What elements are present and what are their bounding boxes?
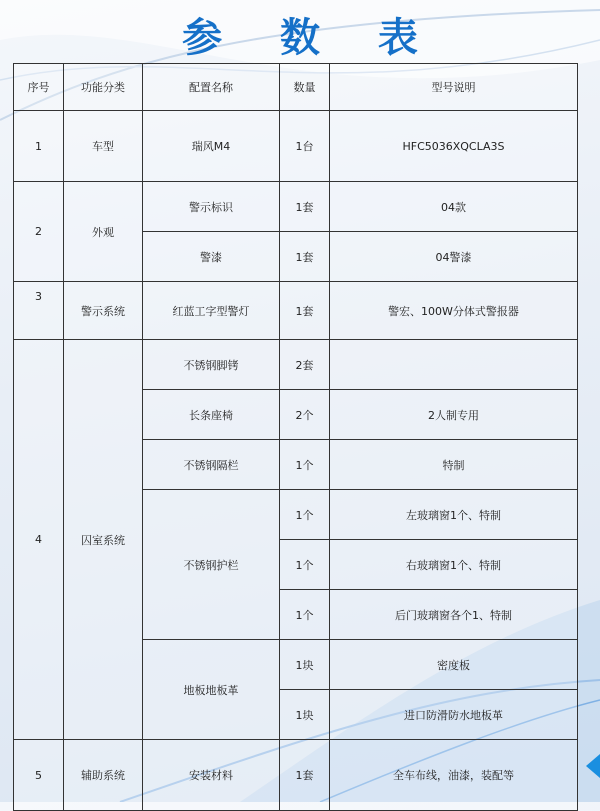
row-model-desc: 密度板 bbox=[330, 640, 578, 690]
table-row bbox=[14, 740, 578, 811]
table-row bbox=[14, 282, 578, 340]
row-model-desc: 全车布线，油漆，装配等 bbox=[330, 740, 578, 811]
table-row bbox=[14, 340, 578, 390]
row-no: 3 bbox=[14, 282, 64, 340]
row-category: 外观 bbox=[64, 182, 143, 282]
header-category: 功能分类 bbox=[64, 64, 143, 111]
corner-arrow-icon bbox=[586, 754, 600, 778]
table-header-row bbox=[14, 64, 578, 111]
row-model-desc: 进口防滑防水地板革 bbox=[330, 690, 578, 740]
row-model-desc: HFC5036XQCLA3S bbox=[330, 111, 578, 182]
row-no: 5 bbox=[14, 740, 64, 811]
row-config-name: 地板地板革 bbox=[143, 640, 280, 740]
row-quantity: 1套 bbox=[280, 232, 330, 282]
row-no: 2 bbox=[14, 182, 64, 282]
row-quantity: 1个 bbox=[280, 440, 330, 490]
row-config-name: 红蓝工字型警灯 bbox=[143, 282, 280, 340]
row-config-name: 不锈钢脚铐 bbox=[143, 340, 280, 390]
row-no: 1 bbox=[14, 111, 64, 182]
row-quantity: 1台 bbox=[280, 111, 330, 182]
row-model-desc: 左玻璃窗1个、特制 bbox=[330, 490, 578, 540]
row-quantity: 1套 bbox=[280, 182, 330, 232]
row-no: 4 bbox=[14, 340, 64, 740]
row-category: 警示系统 bbox=[64, 282, 143, 340]
row-config-name: 瑞风M4 bbox=[143, 111, 280, 182]
page-title: 参 数 表 bbox=[182, 15, 440, 61]
row-model-desc: 04款 bbox=[330, 182, 578, 232]
row-category: 辅助系统 bbox=[64, 740, 143, 811]
row-config-name: 不锈钢隔栏 bbox=[143, 440, 280, 490]
row-quantity: 1块 bbox=[280, 640, 330, 690]
row-quantity: 1套 bbox=[280, 282, 330, 340]
row-model-desc: 警宏、100W分体式警报器 bbox=[330, 282, 578, 340]
row-config-name: 长条座椅 bbox=[143, 390, 280, 440]
row-category: 车型 bbox=[64, 111, 143, 182]
row-quantity: 1个 bbox=[280, 490, 330, 540]
header-model-desc: 型号说明 bbox=[330, 64, 578, 111]
row-quantity: 1个 bbox=[280, 590, 330, 640]
header-quantity: 数量 bbox=[280, 64, 330, 111]
row-quantity: 1套 bbox=[280, 740, 330, 811]
header-no: 序号 bbox=[14, 64, 64, 111]
row-quantity: 1块 bbox=[280, 690, 330, 740]
parameter-table bbox=[13, 63, 578, 811]
row-config-name: 不锈钢护栏 bbox=[143, 490, 280, 640]
table-row bbox=[14, 182, 578, 232]
row-model-desc: 2人制专用 bbox=[330, 390, 578, 440]
row-model-desc: 04警漆 bbox=[330, 232, 578, 282]
row-quantity: 2套 bbox=[280, 340, 330, 390]
row-config-name: 警示标识 bbox=[143, 182, 280, 232]
header-config-name: 配置名称 bbox=[143, 64, 280, 111]
row-config-name: 安装材料 bbox=[143, 740, 280, 811]
row-model-desc: 特制 bbox=[330, 440, 578, 490]
row-quantity: 1个 bbox=[280, 540, 330, 590]
row-quantity: 2个 bbox=[280, 390, 330, 440]
row-model-desc: 后门玻璃窗各个1、特制 bbox=[330, 590, 578, 640]
row-model-desc bbox=[330, 340, 578, 390]
row-config-name: 警漆 bbox=[143, 232, 280, 282]
row-category: 囚室系统 bbox=[64, 340, 143, 740]
table-row bbox=[14, 111, 578, 182]
row-model-desc: 右玻璃窗1个、特制 bbox=[330, 540, 578, 590]
